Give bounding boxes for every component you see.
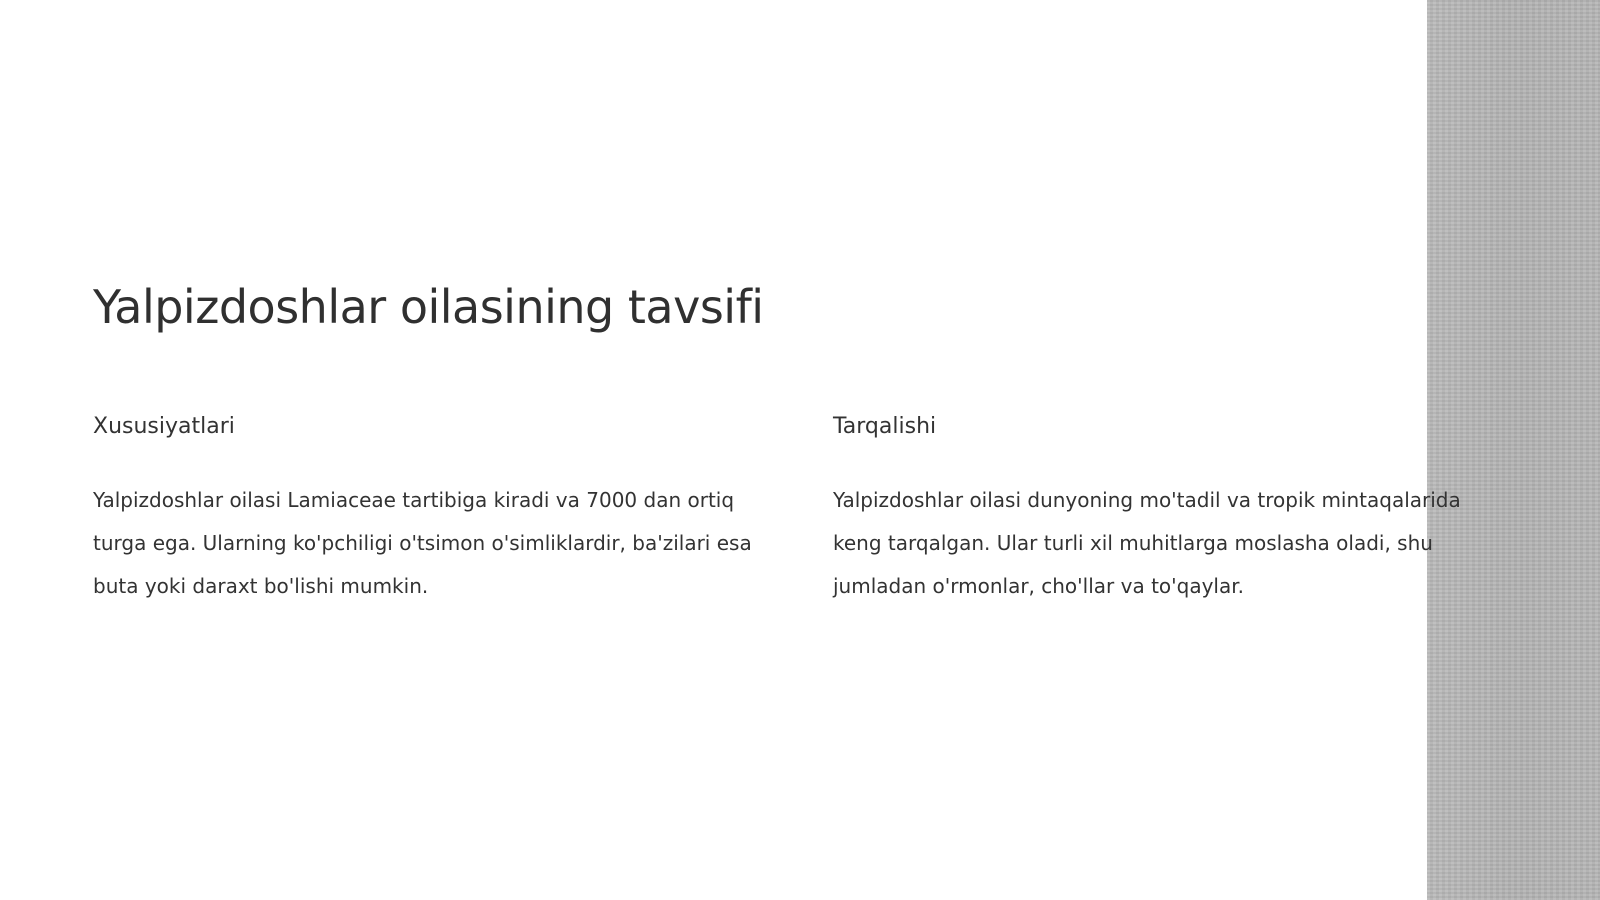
column-body-text: Yalpizdoshlar oilasi dunyoning mo'tadil va tropik mintaqalarida keng tarqalgan. Ular turli xil muhitlarga moslasha oladi, shu jumladan o'rmonlar, cho'llar va to'qaylar.	[833, 488, 1461, 598]
column-distribution	[833, 412, 1503, 608]
column-heading: Xususiyatlari	[93, 414, 235, 439]
column-characteristics	[93, 412, 773, 608]
column-heading: Tarqalishi	[833, 414, 937, 439]
column-body-text: Yalpizdoshlar oilasi Lamiaceae tartibiga kiradi va 7000 dan ortiq turga ega. Ularning ko'pchiligi o'tsimon o'simliklardir, ba'zilari esa buta yoki daraxt bo'lishi mumkin.	[93, 488, 752, 598]
slide-title: Yalpizdoshlar oilasining tavsifi	[93, 280, 764, 334]
